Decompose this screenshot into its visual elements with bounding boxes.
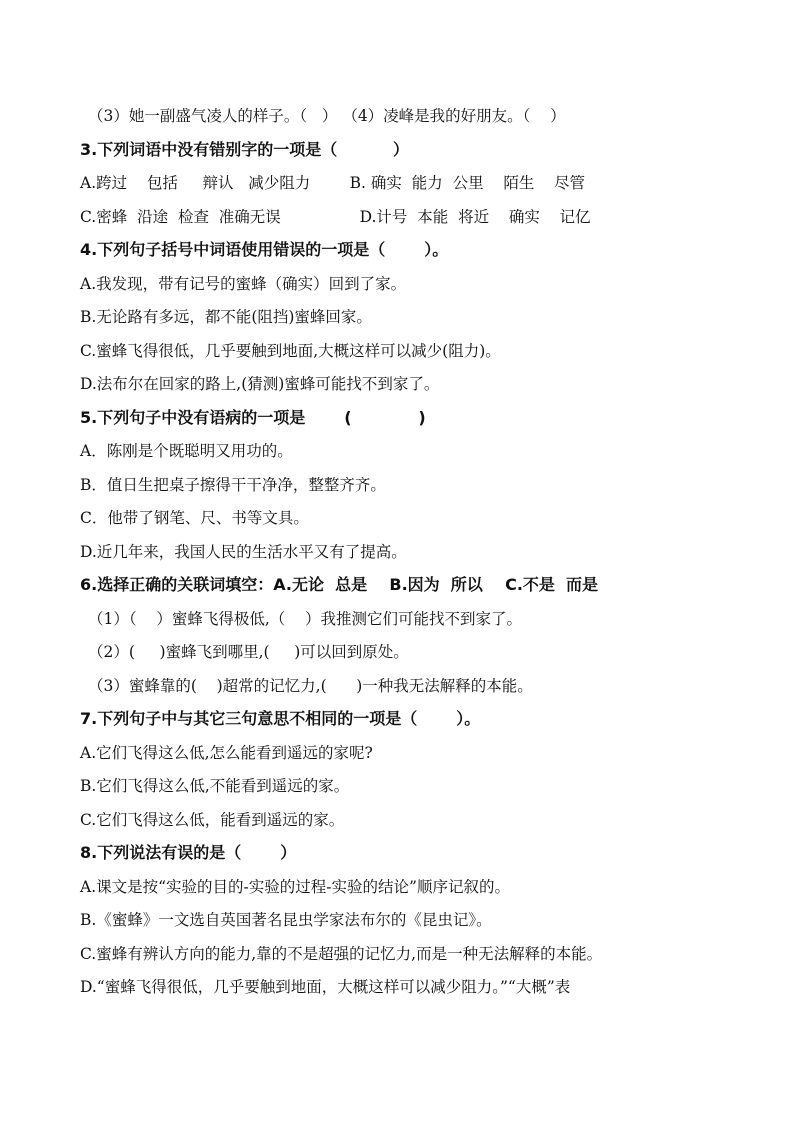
question-4-heading: 4.下列句子括号中词语使用错误的一项是（ ）。 — [80, 240, 449, 259]
question-4-option-b: B.无论路有多远，都不能(阻挡)蜜蜂回家。 — [80, 308, 372, 326]
question-7-heading: 7.下列句子中与其它三句意思不相同的一项是（ ）。 — [80, 709, 481, 728]
question-6-item-3: （3）蜜蜂靠的( )超常的记忆力,( )一种我无法解释的本能。 — [88, 677, 533, 695]
question-6-item-1: （1）（ ）蜜蜂飞得极低,（ ）我推测它们可能找不到家了。 — [88, 610, 522, 628]
question-4-option-d: D.法布尔在回家的路上,(猜测)蜜蜂可能找不到家了。 — [80, 375, 440, 393]
question-5-option-c: C．他带了钢笔、尺、书等文具。 — [80, 509, 309, 527]
question-3-heading: 3.下列词语中没有错别字的一项是（ ） — [80, 140, 409, 159]
question-3-option-cd: C.密蜂 沿途 检查 准确无误 D.计号 本能 将近 确实 记亿 — [80, 208, 591, 226]
question-8-option-b: B.《蜜蜂》一文选自英国著名昆虫学家法布尔的《昆虫记》。 — [80, 911, 492, 929]
question-7-option-c: C.它们飞得这么低，能看到遥远的家。 — [80, 811, 345, 829]
question-7-option-a: A.它们飞得这么低,怎么能看到遥远的家呢? — [80, 744, 373, 762]
item-3-4-line: （3）她一副盛气凌人的样子。（ ） （4）凌峰是我的好朋友。（ ） — [88, 107, 566, 125]
question-5-heading: 5.下列句子中没有语病的一项是 ( ) — [80, 408, 426, 427]
question-5-option-a: A．陈刚是个既聪明又用功的。 — [80, 442, 293, 460]
question-4-option-a: A.我发现，带有记号的蜜蜂（确实）回到了家。 — [80, 275, 407, 293]
question-8-heading: 8.下列说法有误的是（ ） — [80, 843, 297, 862]
question-5-option-b: B．值日生把桌子擦得干干净净，整整齐齐。 — [80, 476, 386, 494]
question-8-option-a: A.课文是按“实验的目的-实验的过程-实验的结论”顺序记叙的。 — [80, 878, 510, 896]
question-6-heading: 6.选择正确的关联词填空：A.无论 总是 B.因为 所以 C.不是 而是 — [80, 575, 599, 594]
question-8-option-d: D.“蜜蜂飞得很低，几乎要触到地面，大概这样可以减少阻力。”“大概”表 — [80, 978, 571, 996]
question-4-option-c: C.蜜蜂飞得很低，几乎要触到地面,大概这样可以减少(阻力)。 — [80, 342, 501, 360]
question-3-option-ab: A.跨过 包括 辩认 减少阻力 B. 确实 能力 公里 陌生 尽管 — [80, 174, 586, 192]
question-7-option-b: B.它们飞得这么低,不能看到遥远的家。 — [80, 777, 350, 795]
question-8-option-c: C.蜜蜂有辨认方向的能力,靠的不是超强的记忆力,而是一种无法解释的本能。 — [80, 945, 603, 963]
question-6-item-2: （2）( )蜜蜂飞到哪里,( )可以回到原处。 — [88, 643, 409, 661]
question-5-option-d: D.近几年来，我国人民的生活水平又有了提高。 — [80, 543, 407, 561]
